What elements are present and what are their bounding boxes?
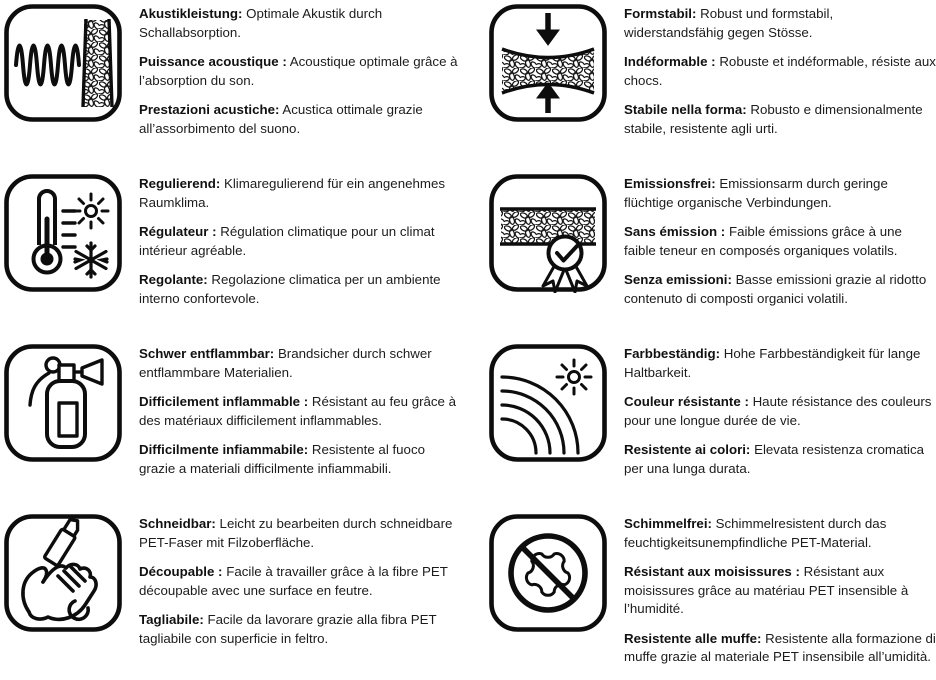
feature-text [624, 3, 936, 149]
feature-paragraph-de: Akustikleistung: Optimale Akustik durch Schallabsorption. [139, 6, 383, 40]
fire-resistance-icon [3, 343, 123, 463]
feature-paragraph-it: Regolante: Regolazione climatica per un ambiente interno confortevole. [139, 272, 441, 306]
feature-paragraph-fr: Puissance acoustique : Acoustique optimale grâce à l’absorption du son. [139, 54, 458, 88]
feature-paragraph-de: Schimmelfrei: Schimmelresistent durch das feuchtigkeitsunempfindliche PET-Material. [624, 516, 887, 550]
low-emission-icon [488, 173, 608, 293]
feature-paragraph-fr: Régulateur : Régulation climatique pour un climat intérieur agréable. [139, 224, 435, 258]
feature-text [624, 513, 936, 678]
feature-paragraph-fr: Résistant aux moisissures : Résistant aux moisissures grâce au matériau PET insensible à l’humidité. [624, 564, 909, 616]
feature-paragraph-it: Resistente ai colori: Elevata resistenza cromatica per una lunga durata. [624, 442, 925, 476]
mold-resistance-icon [488, 513, 608, 633]
shape-stability-icon [488, 3, 608, 123]
feature-paragraph-fr: Indéformable : Robuste et indéformable, résiste aux chocs. [624, 54, 936, 88]
feature-text [139, 3, 459, 149]
feature-paragraph-de: Schneidbar: Leicht zu bearbeiten durch schneidbare PET-Faser mit Filzoberfläche. [139, 516, 453, 550]
feature-text [139, 513, 459, 659]
feature-text [624, 173, 936, 319]
climate-regulation-icon [3, 173, 123, 293]
feature-paragraph-it: Senza emissioni: Basse emissioni grazie al ridotto contenuto di composti organici volatili. [624, 272, 927, 306]
feature-low-emission [468, 170, 936, 340]
feature-paragraph-it: Resistente alle muffe: Resistente alla formazione di muffe grazie al materiale PET insensibile all’umidità. [624, 630, 936, 664]
feature-cuttable [0, 510, 468, 680]
feature-shape-stability [468, 0, 936, 170]
cuttable-icon [3, 513, 123, 633]
feature-mold-resistance [468, 510, 936, 680]
feature-color-fastness [468, 340, 936, 510]
feature-paragraph-it: Prestazioni acustiche: Acustica ottimale grazie all’assorbimento del suono. [139, 102, 423, 136]
feature-text [624, 343, 936, 489]
feature-paragraph-it: Stabile nella forma: Robusto e dimensionalmente stabile, resistente agli urti. [624, 102, 923, 136]
feature-fire-resistance [0, 340, 468, 510]
feature-text [139, 343, 459, 489]
feature-paragraph-de: Schwer entflammbar: Brandsicher durch schwer entflammbare Materialien. [139, 346, 432, 380]
feature-paragraph-fr: Couleur résistante : Haute résistance des couleurs pour une longue durée de vie. [624, 394, 932, 428]
feature-paragraph-it: Difficilmente infiammabile: Resistente al fuoco grazie a materiali difficilmente infiammabili. [139, 442, 425, 476]
feature-climate-regulation [0, 170, 468, 340]
feature-paragraph-fr: Découpable : Facile à travailler grâce à la fibre PET découpable avec une surface en feutre. [139, 564, 448, 598]
feature-paragraph-de: Regulierend: Klimaregulierend für ein angenehmes Raumklima. [139, 176, 445, 210]
feature-paragraph-de: Farbbeständig: Hohe Farbbeständigkeit für lange Haltbarkeit. [624, 346, 921, 380]
sound-absorption-icon [3, 3, 123, 123]
feature-acoustic [0, 0, 468, 170]
feature-paragraph-it: Tagliabile: Facile da lavorare grazie alla fibra PET tagliabile con superficie in feltro. [139, 612, 437, 646]
feature-paragraph-de: Emissionsfrei: Emissionsarm durch geringe flüchtige organische Verbindungen. [624, 176, 888, 210]
color-fastness-icon [488, 343, 608, 463]
feature-paragraph-fr: Difficilement inflammable : Résistant au feu grâce à des matériaux difficilement inflammables. [139, 394, 457, 428]
feature-paragraph-fr: Sans émission : Faible émissions grâce à une faible teneur en composés organiques volatils. [624, 224, 902, 258]
feature-text [139, 173, 459, 319]
feature-paragraph-de: Formstabil: Robust und formstabil, widerstandsfähig gegen Stösse. [624, 6, 834, 40]
